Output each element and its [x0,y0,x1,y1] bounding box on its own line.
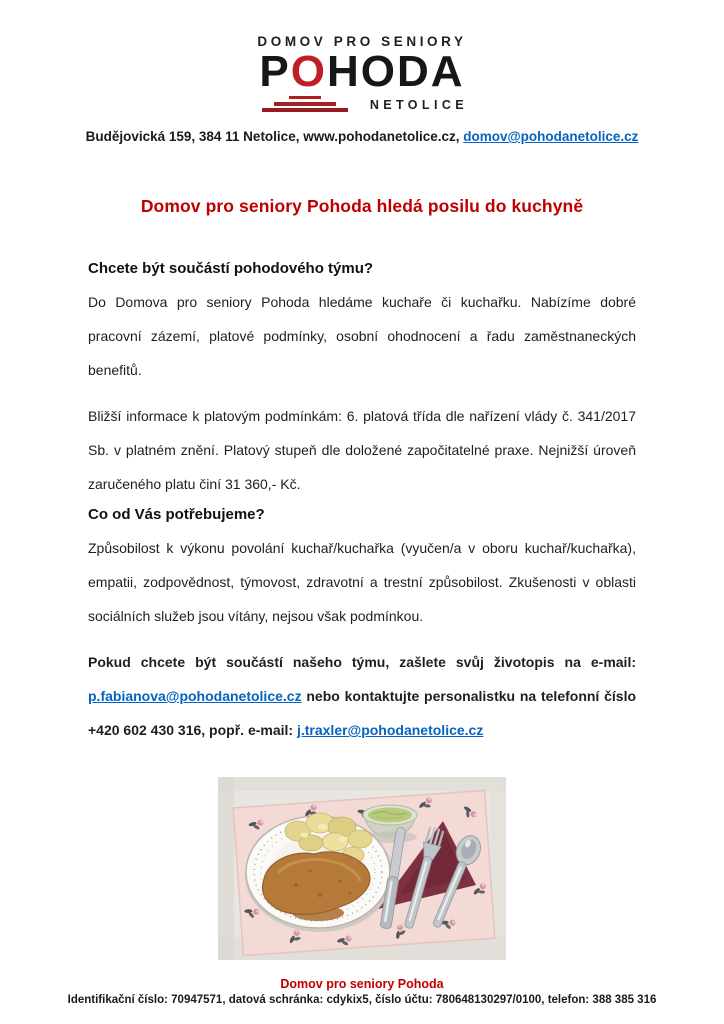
contact-text-2: nebo kontaktujte personalistku na telefonní číslo +420 602 430 316, popř. e-mail: [88,688,637,738]
address-email-link[interactable]: domov@pohodanetolice.cz [463,129,639,144]
logo-bar-icon [262,108,348,112]
paragraph-requirements: Způsobilost k výkonu povolání kuchař/kuchařka (vyučen/a v oboru kuchař/kuchařka), empatii, zodpovědnost, týmovost, zdravotní a trestní způsobilost. Zkušenosti v oblasti sociálních služeb jsou vítány, nejsou však podmínkou. [88,540,636,624]
section-heading-team: Chcete být součástí pohodového týmu? [88,260,374,277]
paragraph-contact [88,645,636,747]
document-body [88,260,636,747]
contact-email-link-1[interactable]: p.fabianova@pohodanetolice.cz [88,688,302,704]
footer-org-name: Domov pro seniory Pohoda [280,977,444,991]
address-line [0,129,724,144]
section-heading-requirements: Co od Vás potřebujeme? [88,506,265,523]
address-text: Budějovická 159, 384 11 Netolice, www.pohodanetolice.cz, [85,129,460,144]
footer [0,976,724,1008]
logo-bar-icon [274,102,336,106]
pohoda-logo [256,34,468,116]
footer-identification: Identifikační číslo: 70947571, datová schránka: cdykix5, číslo účtu: 780648130297/0100, telefon: 388 385 316 [67,994,657,1006]
paragraph-team: Do Domova pro seniory Pohoda hledáme kuchaře či kuchařku. Nabízíme dobré pracovní zázemí, platové podmínky, osobní ohodnocení a řadu zaměstnaneckých benefitů. [88,294,636,378]
logo-underline-mark [256,96,468,116]
logo-city: NETOLICE [369,98,468,112]
logo-tagline: DOMOV PRO SENIORY [257,34,467,49]
meal-photo-illustration [218,777,506,960]
meal-photo [218,777,506,960]
contact-text-1: Pokud chcete být součástí našeho týmu, zašlete svůj životopis na e-mail: [88,654,636,670]
logo-name-pre: P [259,47,291,96]
logo-name-post: HODA [327,47,465,96]
logo-bar-icon [289,96,321,99]
paragraph-salary: Bližší informace k platovým podmínkám: 6. platová třída dle nařízení vlády č. 341/2017 Sb. v platném znění. Platový stupeň dle doložené započitatelné praxe. Nejnižší úroveň zaručeného platu činí 31 360,- Kč. [88,408,636,492]
logo-wordmark [256,49,468,95]
logo-red-o-icon: O [290,47,328,96]
contact-email-link-2[interactable]: j.traxler@pohodanetolice.cz [296,722,484,738]
page-title: Domov pro seniory Pohoda hledá posilu do kuchyně [140,196,584,216]
